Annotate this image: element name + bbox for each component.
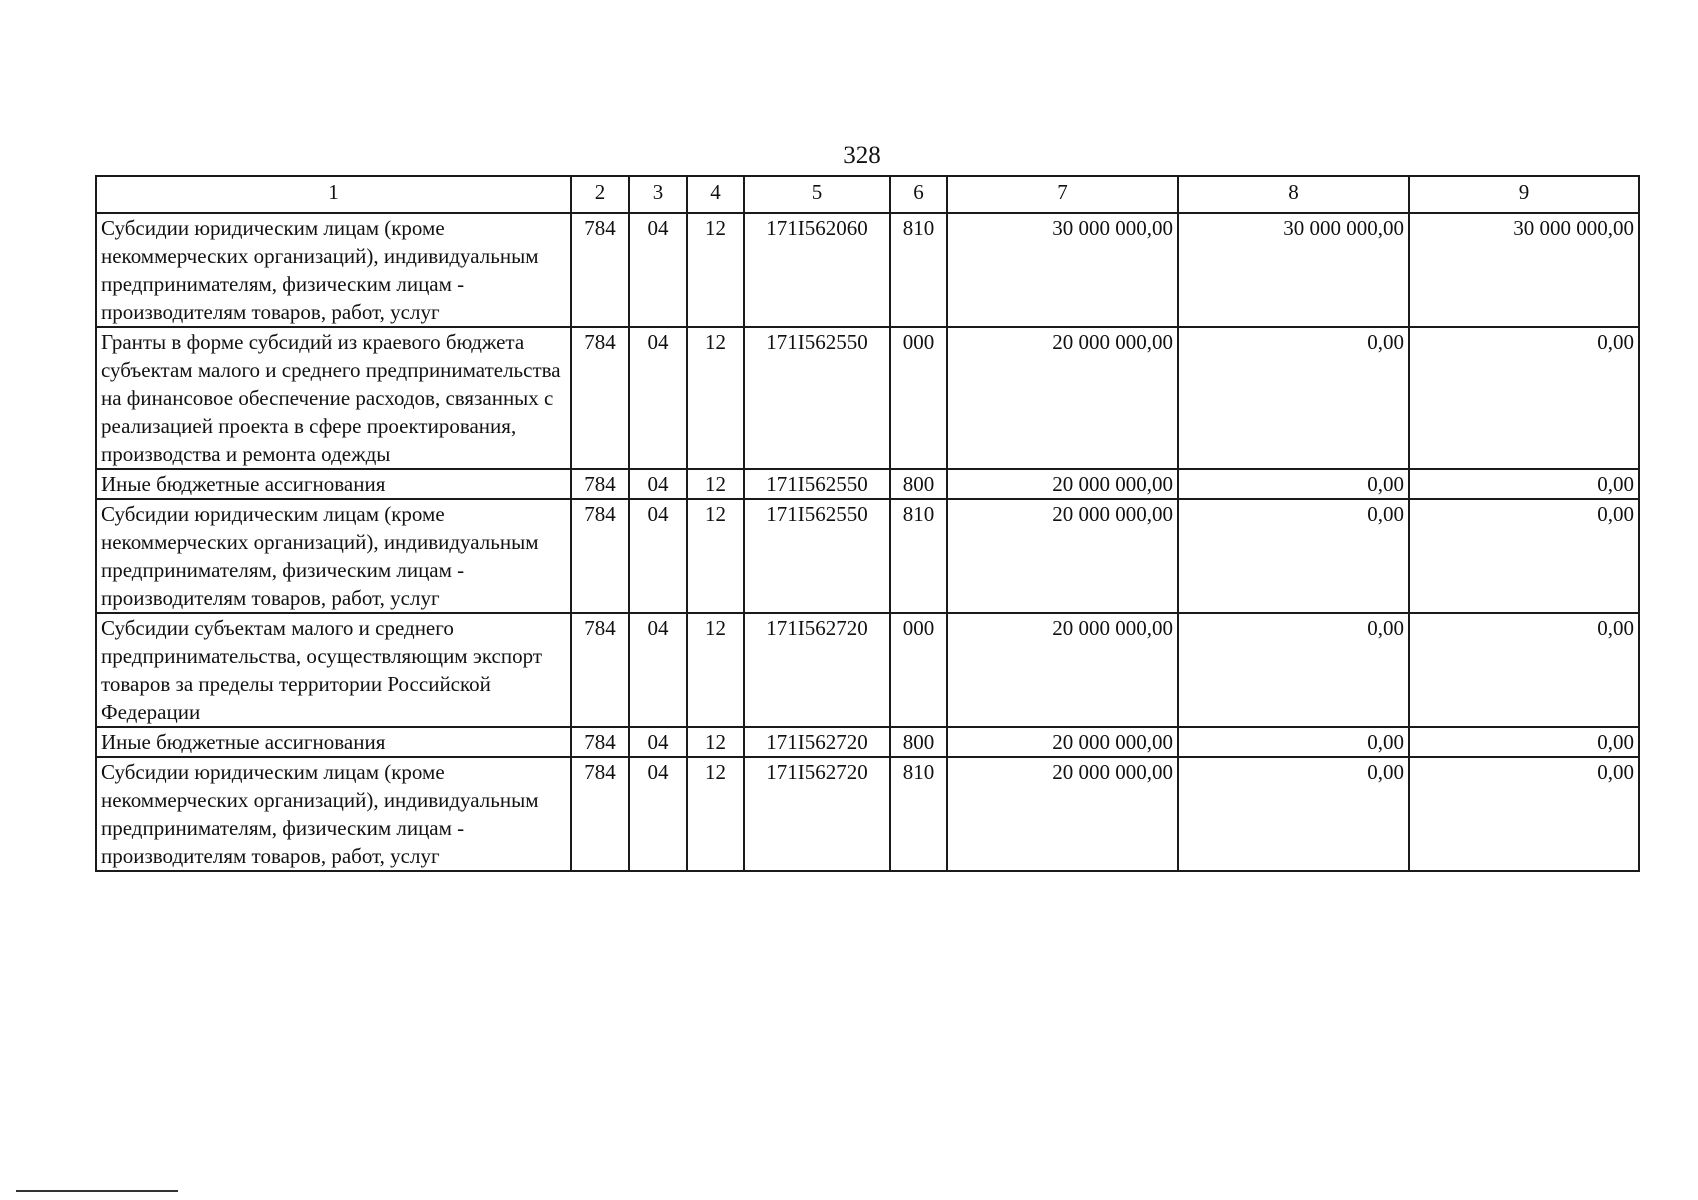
- row-amount-8: 0,00: [1178, 499, 1409, 613]
- row-code-4: 12: [687, 499, 744, 613]
- header-row: [96, 176, 1639, 213]
- row-amount-7: 20 000 000,00: [947, 327, 1178, 469]
- row-amount-8: 0,00: [1178, 613, 1409, 727]
- table-row: [96, 327, 1639, 469]
- row-code-5: 171I562550: [744, 499, 890, 613]
- row-code-3: 04: [629, 613, 687, 727]
- row-name: Субсидии субъектам малого и среднего предпринимательства, осуществляющим экспорт товаров за пределы территории Российской Федерации: [96, 613, 571, 727]
- row-code-6: 800: [890, 469, 947, 499]
- row-name: Иные бюджетные ассигнования: [96, 727, 571, 757]
- row-amount-9: 0,00: [1409, 757, 1639, 871]
- row-code-3: 04: [629, 327, 687, 469]
- row-amount-9: 0,00: [1409, 613, 1639, 727]
- row-code-5: 171I562720: [744, 757, 890, 871]
- row-code-4: 12: [687, 613, 744, 727]
- row-amount-8: 0,00: [1178, 757, 1409, 871]
- column-header: 8: [1178, 176, 1409, 213]
- row-code-5: 171I562720: [744, 727, 890, 757]
- row-amount-9: 0,00: [1409, 327, 1639, 469]
- row-name: Иные бюджетные ассигнования: [96, 469, 571, 499]
- row-code-5: 171I562720: [744, 613, 890, 727]
- row-code-2: 784: [571, 613, 629, 727]
- row-amount-7: 20 000 000,00: [947, 469, 1178, 499]
- row-amount-9: 0,00: [1409, 727, 1639, 757]
- row-code-6: 000: [890, 327, 947, 469]
- row-amount-8: 0,00: [1178, 727, 1409, 757]
- row-code-5: 171I562550: [744, 469, 890, 499]
- row-code-4: 12: [687, 727, 744, 757]
- column-header: 2: [571, 176, 629, 213]
- row-name: Субсидии юридическим лицам (кроме некоммерческих организаций), индивидуальным предпринимателям, физическим лицам - производителям товаров, работ, услуг: [96, 499, 571, 613]
- column-header: 4: [687, 176, 744, 213]
- row-code-2: 784: [571, 469, 629, 499]
- row-amount-7: 20 000 000,00: [947, 499, 1178, 613]
- row-code-6: 000: [890, 613, 947, 727]
- row-name: Субсидии юридическим лицам (кроме некоммерческих организаций), индивидуальным предпринимателям, физическим лицам - производителям товаров, работ, услуг: [96, 757, 571, 871]
- column-header: 3: [629, 176, 687, 213]
- row-name: Гранты в форме субсидий из краевого бюджета субъектам малого и среднего предпринимательства на финансовое обеспечение расходов, связанных с реализацией проекта в сфере проектирования, производства и ремонта одежды: [96, 327, 571, 469]
- column-header: 6: [890, 176, 947, 213]
- row-code-5: 171I562060: [744, 213, 890, 327]
- page-number: 328: [843, 142, 881, 169]
- row-code-4: 12: [687, 757, 744, 871]
- row-code-3: 04: [629, 213, 687, 327]
- table-row: [96, 499, 1639, 613]
- row-code-4: 12: [687, 213, 744, 327]
- column-header: 5: [744, 176, 890, 213]
- row-amount-9: 0,00: [1409, 499, 1639, 613]
- row-amount-8: 30 000 000,00: [1178, 213, 1409, 327]
- row-amount-7: 20 000 000,00: [947, 613, 1178, 727]
- column-header: 1: [96, 176, 571, 213]
- row-code-3: 04: [629, 499, 687, 613]
- row-amount-7: 20 000 000,00: [947, 727, 1178, 757]
- budget-table: [95, 175, 1640, 872]
- footer-rule: [16, 1190, 178, 1192]
- row-amount-8: 0,00: [1178, 327, 1409, 469]
- row-code-3: 04: [629, 727, 687, 757]
- row-code-4: 12: [687, 469, 744, 499]
- row-code-6: 810: [890, 757, 947, 871]
- column-header: 7: [947, 176, 1178, 213]
- row-code-2: 784: [571, 757, 629, 871]
- table-row: [96, 213, 1639, 327]
- row-code-2: 784: [571, 499, 629, 613]
- row-code-6: 810: [890, 499, 947, 613]
- row-code-5: 171I562550: [744, 327, 890, 469]
- row-code-3: 04: [629, 757, 687, 871]
- row-code-6: 800: [890, 727, 947, 757]
- row-code-4: 12: [687, 327, 744, 469]
- row-code-2: 784: [571, 727, 629, 757]
- table-row: [96, 727, 1639, 757]
- table-row: [96, 757, 1639, 871]
- row-code-2: 784: [571, 327, 629, 469]
- row-amount-9: 30 000 000,00: [1409, 213, 1639, 327]
- table-row: [96, 613, 1639, 727]
- table-row: [96, 469, 1639, 499]
- row-amount-9: 0,00: [1409, 469, 1639, 499]
- row-amount-8: 0,00: [1178, 469, 1409, 499]
- row-amount-7: 20 000 000,00: [947, 757, 1178, 871]
- row-code-6: 810: [890, 213, 947, 327]
- row-code-3: 04: [629, 469, 687, 499]
- row-amount-7: 30 000 000,00: [947, 213, 1178, 327]
- row-name: Субсидии юридическим лицам (кроме некоммерческих организаций), индивидуальным предпринимателям, физическим лицам - производителям товаров, работ, услуг: [96, 213, 571, 327]
- column-header: 9: [1409, 176, 1639, 213]
- row-code-2: 784: [571, 213, 629, 327]
